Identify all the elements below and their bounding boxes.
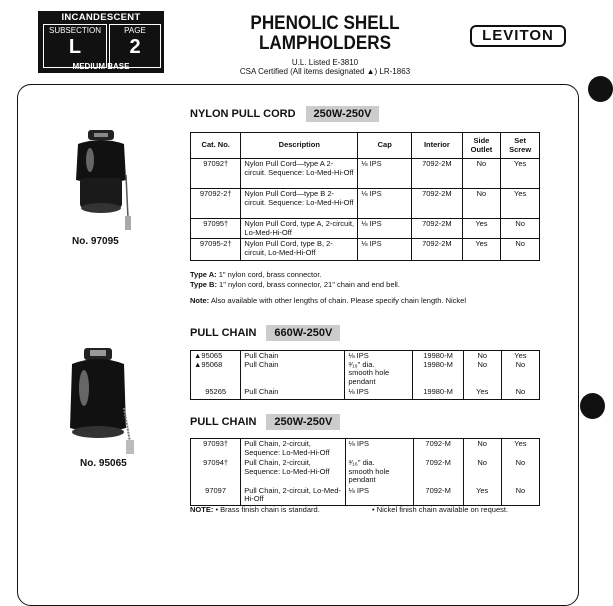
cell-set: Yes <box>501 439 539 459</box>
cell-cat: 97094† <box>191 458 241 486</box>
section-title: PULL CHAIN <box>190 327 257 339</box>
cell-desc: Nylon Pull Cord—type B 2-circuit. Sequence: Lo-Med-Hi-Off <box>241 189 358 219</box>
brand-logo: LEVITON <box>470 25 566 47</box>
cell-desc: Pull Chain Pull Chain <box>241 351 345 388</box>
col-description: Description <box>241 133 358 159</box>
cell-cat: 97097 <box>191 486 241 506</box>
type-b-label: Type B: <box>190 280 217 289</box>
type-a-text: 1" nylon cord, brass connector. <box>218 270 322 279</box>
cell-cap: ³⁄₁₆" dia. smooth hole pendant <box>345 458 413 486</box>
cell-side: Yes <box>463 387 501 399</box>
col-side-outlet: Side Outlet <box>462 133 501 159</box>
availability-note <box>190 296 466 305</box>
csa-certification: CSA Certified (All items designated ▲) LR-1863 <box>239 67 411 76</box>
cell-desc: Pull Chain, 2-circuit, Sequence: Lo-Med-Hi-Off <box>241 439 345 459</box>
cell-interior: 19980-M 19980-M <box>413 351 463 388</box>
cell-side: No <box>462 189 501 219</box>
cell-cat: 95265 <box>191 387 241 399</box>
section-pull-chain-660w-heading <box>190 327 340 339</box>
cell-interior: 7092-M <box>413 439 463 459</box>
cell-side: No No <box>463 351 501 388</box>
cell-desc: Pull Chain, 2-circuit, Sequence: Lo-Med-Hi-Off <box>241 458 345 486</box>
cell-cap: ⅛ IPS ³⁄₁₆" dia. smooth hole pendant <box>345 351 413 388</box>
section-rating: 660W-250V <box>266 325 340 341</box>
col-interior: Interior <box>412 133 462 159</box>
cell-side: Yes <box>463 486 501 506</box>
finish-note-label: NOTE: <box>190 505 214 514</box>
cell-interior: 7092-M <box>413 458 463 486</box>
cell-side: No <box>462 159 501 189</box>
cell-interior: 7092-2M <box>412 189 462 219</box>
pull-chain-250w-table <box>190 438 540 506</box>
cell-side: Yes <box>462 239 501 261</box>
cell-side: No <box>463 458 501 486</box>
section-title: NYLON PULL CORD <box>190 108 296 120</box>
finish-note <box>190 505 320 514</box>
table-row <box>191 486 540 506</box>
base-label: MEDIUM BASE <box>72 62 130 71</box>
section-rating: 250W-250V <box>266 414 340 430</box>
cell-set: No <box>501 458 539 486</box>
subsection-label: SUBSECTION <box>48 26 101 35</box>
cell-interior: 19980-M <box>413 387 463 399</box>
lampholder-97095-image <box>66 130 146 240</box>
binder-hole-bottom <box>580 393 605 419</box>
section-rating: 250W-250V <box>306 106 380 122</box>
table-row <box>191 189 540 219</box>
cell-cat: 97093† <box>191 439 241 459</box>
cell-cap: ⅛ IPS <box>358 239 412 261</box>
cell-cap: ⅛ IPS <box>345 439 413 459</box>
cell-cat: ▲95065 ▲95068 <box>191 351 241 388</box>
cell-cap: ⅛ IPS <box>358 219 412 239</box>
page-label: PAGE <box>124 26 146 35</box>
cell-cat: 97092† <box>191 159 241 189</box>
finish-note-brass: • Brass finish chain is standard. <box>215 505 320 514</box>
table-row <box>191 219 540 239</box>
cell-desc: Nylon Pull Cord—type A 2-circuit. Sequence: Lo-Med-Hi-Off <box>241 159 358 189</box>
col-cat-no: Cat. No. <box>191 133 241 159</box>
note-label: Note: <box>190 296 210 305</box>
binder-hole-top <box>588 76 613 102</box>
cell-desc: Pull Chain <box>241 387 345 399</box>
page-value: 2 <box>129 36 141 58</box>
cell-cat: 97095† <box>191 219 241 239</box>
lampholder-95065-image <box>60 348 150 458</box>
section-title: PULL CHAIN <box>190 416 257 428</box>
cell-set: Yes <box>501 159 540 189</box>
finish-note-nickel: • Nickel finish chain available on request. <box>372 505 509 514</box>
table-row <box>191 458 540 486</box>
cell-side: No <box>463 439 501 459</box>
cell-side: Yes <box>462 219 501 239</box>
subsection-value: L <box>68 36 82 58</box>
section-pull-chain-250w-heading <box>190 416 340 428</box>
col-cap: Cap <box>358 133 412 159</box>
index-box <box>38 11 164 73</box>
cell-cap: ⅛ IPS <box>358 189 412 219</box>
page-title <box>240 14 411 54</box>
cell-interior: 7092-2M <box>412 159 462 189</box>
cell-set: No <box>501 387 539 399</box>
table-row <box>191 439 540 459</box>
category-label: INCANDESCENT <box>61 12 141 23</box>
cell-desc: Nylon Pull Cord, type A, 2-circuit, Lo-Med-Hi-Off <box>241 219 358 239</box>
cell-set: No <box>501 219 540 239</box>
cell-interior: 7092-M <box>413 486 463 506</box>
cell-interior: 7092-2M <box>412 219 462 239</box>
cell-desc: Nylon Pull Cord, type B, 2-circuit, Lo-Med-Hi-Off <box>241 239 358 261</box>
table-row <box>191 159 540 189</box>
ul-listing: U.L. Listed E-3810 <box>291 58 359 67</box>
note-text: Also available with other lengths of chain. Please specify chain length. Nickel <box>210 296 466 305</box>
title-line-2: LAMPHOLDERS <box>258 33 392 54</box>
type-a-note <box>190 270 321 279</box>
table-row <box>191 239 540 261</box>
cell-cap: ⅛ IPS <box>358 159 412 189</box>
cell-set: Yes <box>501 189 540 219</box>
image-caption-1: No. 97095 <box>72 236 119 247</box>
type-b-text: 1" nylon cord, brass connector, 21" chain and end bell. <box>219 280 400 289</box>
pull-chain-660w-table <box>190 350 540 400</box>
cell-cat: 97092-2† <box>191 189 241 219</box>
cell-cap: ⅛ IPS <box>345 387 413 399</box>
image-caption-2: No. 95065 <box>80 458 127 469</box>
cell-cap: ⅛ IPS <box>345 486 413 506</box>
col-set-screw: Set Screw <box>501 133 540 159</box>
section-nylon-pull-cord-heading <box>190 108 379 120</box>
cell-set: No <box>501 486 539 506</box>
table-row <box>191 351 540 388</box>
cell-set: Yes No <box>501 351 539 388</box>
type-b-note <box>190 280 400 289</box>
cell-set: No <box>501 239 540 261</box>
cell-desc: Pull Chain, 2-circuit, Lo-Med-Hi-Off <box>241 486 345 506</box>
nylon-pull-cord-table <box>190 132 540 261</box>
cell-cat: 97095-2† <box>191 239 241 261</box>
table-row <box>191 387 540 399</box>
title-line-1: PHENOLIC SHELL <box>250 13 400 34</box>
cell-interior: 7092-2M <box>412 239 462 261</box>
type-a-label: Type A: <box>190 270 217 279</box>
